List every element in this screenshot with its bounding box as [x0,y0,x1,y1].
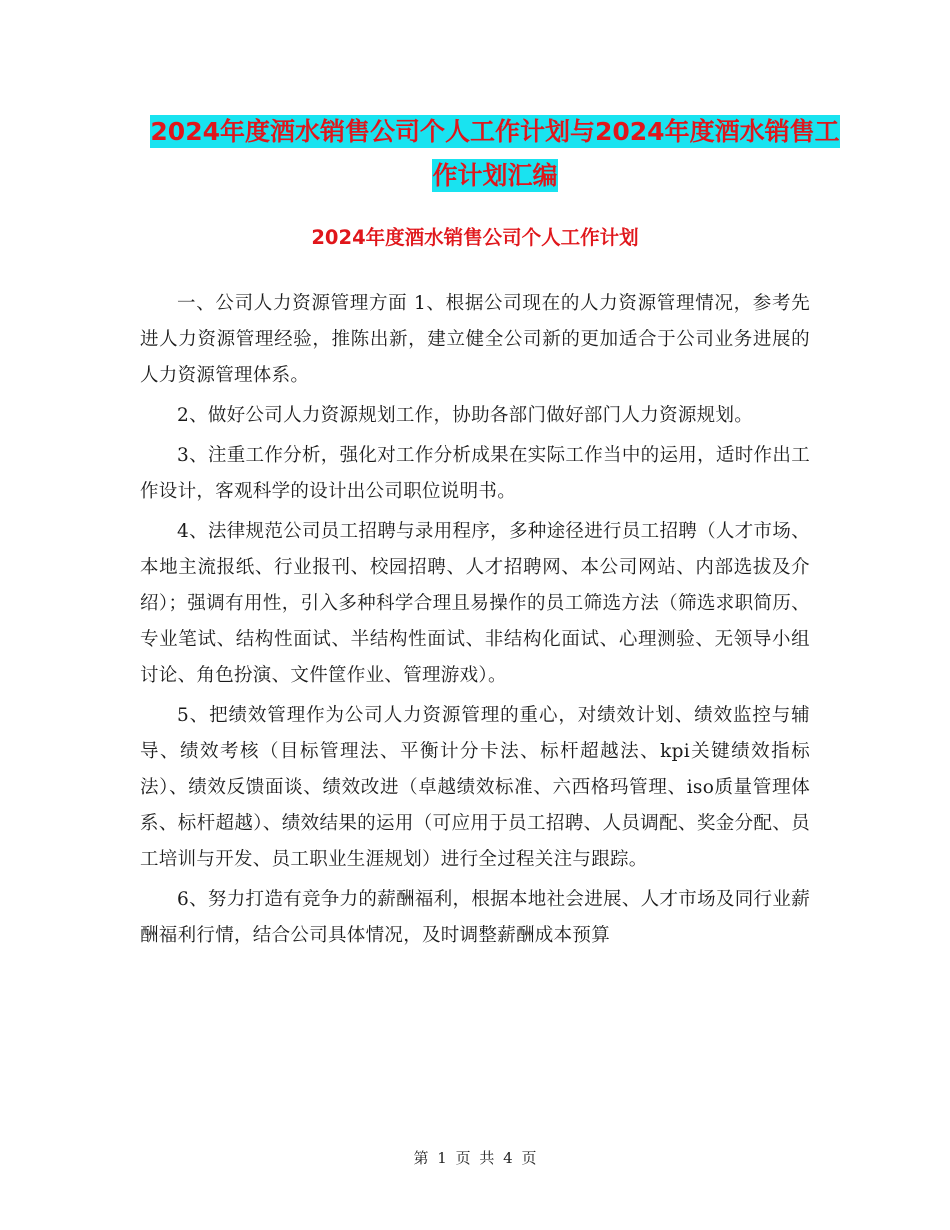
page-footer: 第 1 页 共 4 页 [413,1149,537,1167]
document-body [140,286,810,958]
paragraph: 3、注重工作分析，强化对工作分析成果在实际工作当中的运用，适时作出工作设计，客观科学的设计出公司职位说明书。 [140,445,810,502]
paragraph: 5、把绩效管理作为公司人力资源管理的重心，对绩效计划、绩效监控与辅导、绩效考核（目标管理法、平衡计分卡法、标杆超越法、kpi关键绩效指标法）、绩效反馈面谈、绩效改进（卓越绩效标准、六西格玛管理、iso质量管理体系、标杆超越）、绩效结果的运用（可应用于员工招聘、人员调配、奖金分配、员工培训与开发、员工职业生涯规划）进行全过程关注与跟踪。 [140,705,810,870]
section-title: 2024年度酒水销售公司个人工作计划 [311,226,639,249]
paragraph: 4、法律规范公司员工招聘与录用程序，多种途径进行员工招聘（人才市场、本地主流报纸、行业报刊、校园招聘、人才招聘网、本公司网站、内部选拔及介绍）；强调有用性，引入多种科学合理且易操作的员工筛选方法（筛选求职简历、专业笔试、结构性面试、半结构性面试、非结构化面试、心理测验、无领导小组讨论、角色扮演、文件筐作业、管理游戏）。 [140,521,810,686]
document-title-text: 2024年度酒水销售公司个人工作计划与2024年度酒水销售工作计划汇编 [150,117,840,190]
paragraph: 一、公司人力资源管理方面 1、根据公司现在的人力资源管理情况，参考先进人力资源管理经验，推陈出新，建立健全公司新的更加适合于公司业务进展的人力资源管理体系。 [140,293,810,386]
paragraph: 6、努力打造有竞争力的薪酬福利，根据本地社会进展、人才市场及同行业薪酬福利行情，结合公司具体情况，及时调整薪酬成本预算 [140,889,810,946]
document-title [150,110,840,198]
paragraph: 2、做好公司人力资源规划工作，协助各部门做好部门人力资源规划。 [177,405,754,426]
